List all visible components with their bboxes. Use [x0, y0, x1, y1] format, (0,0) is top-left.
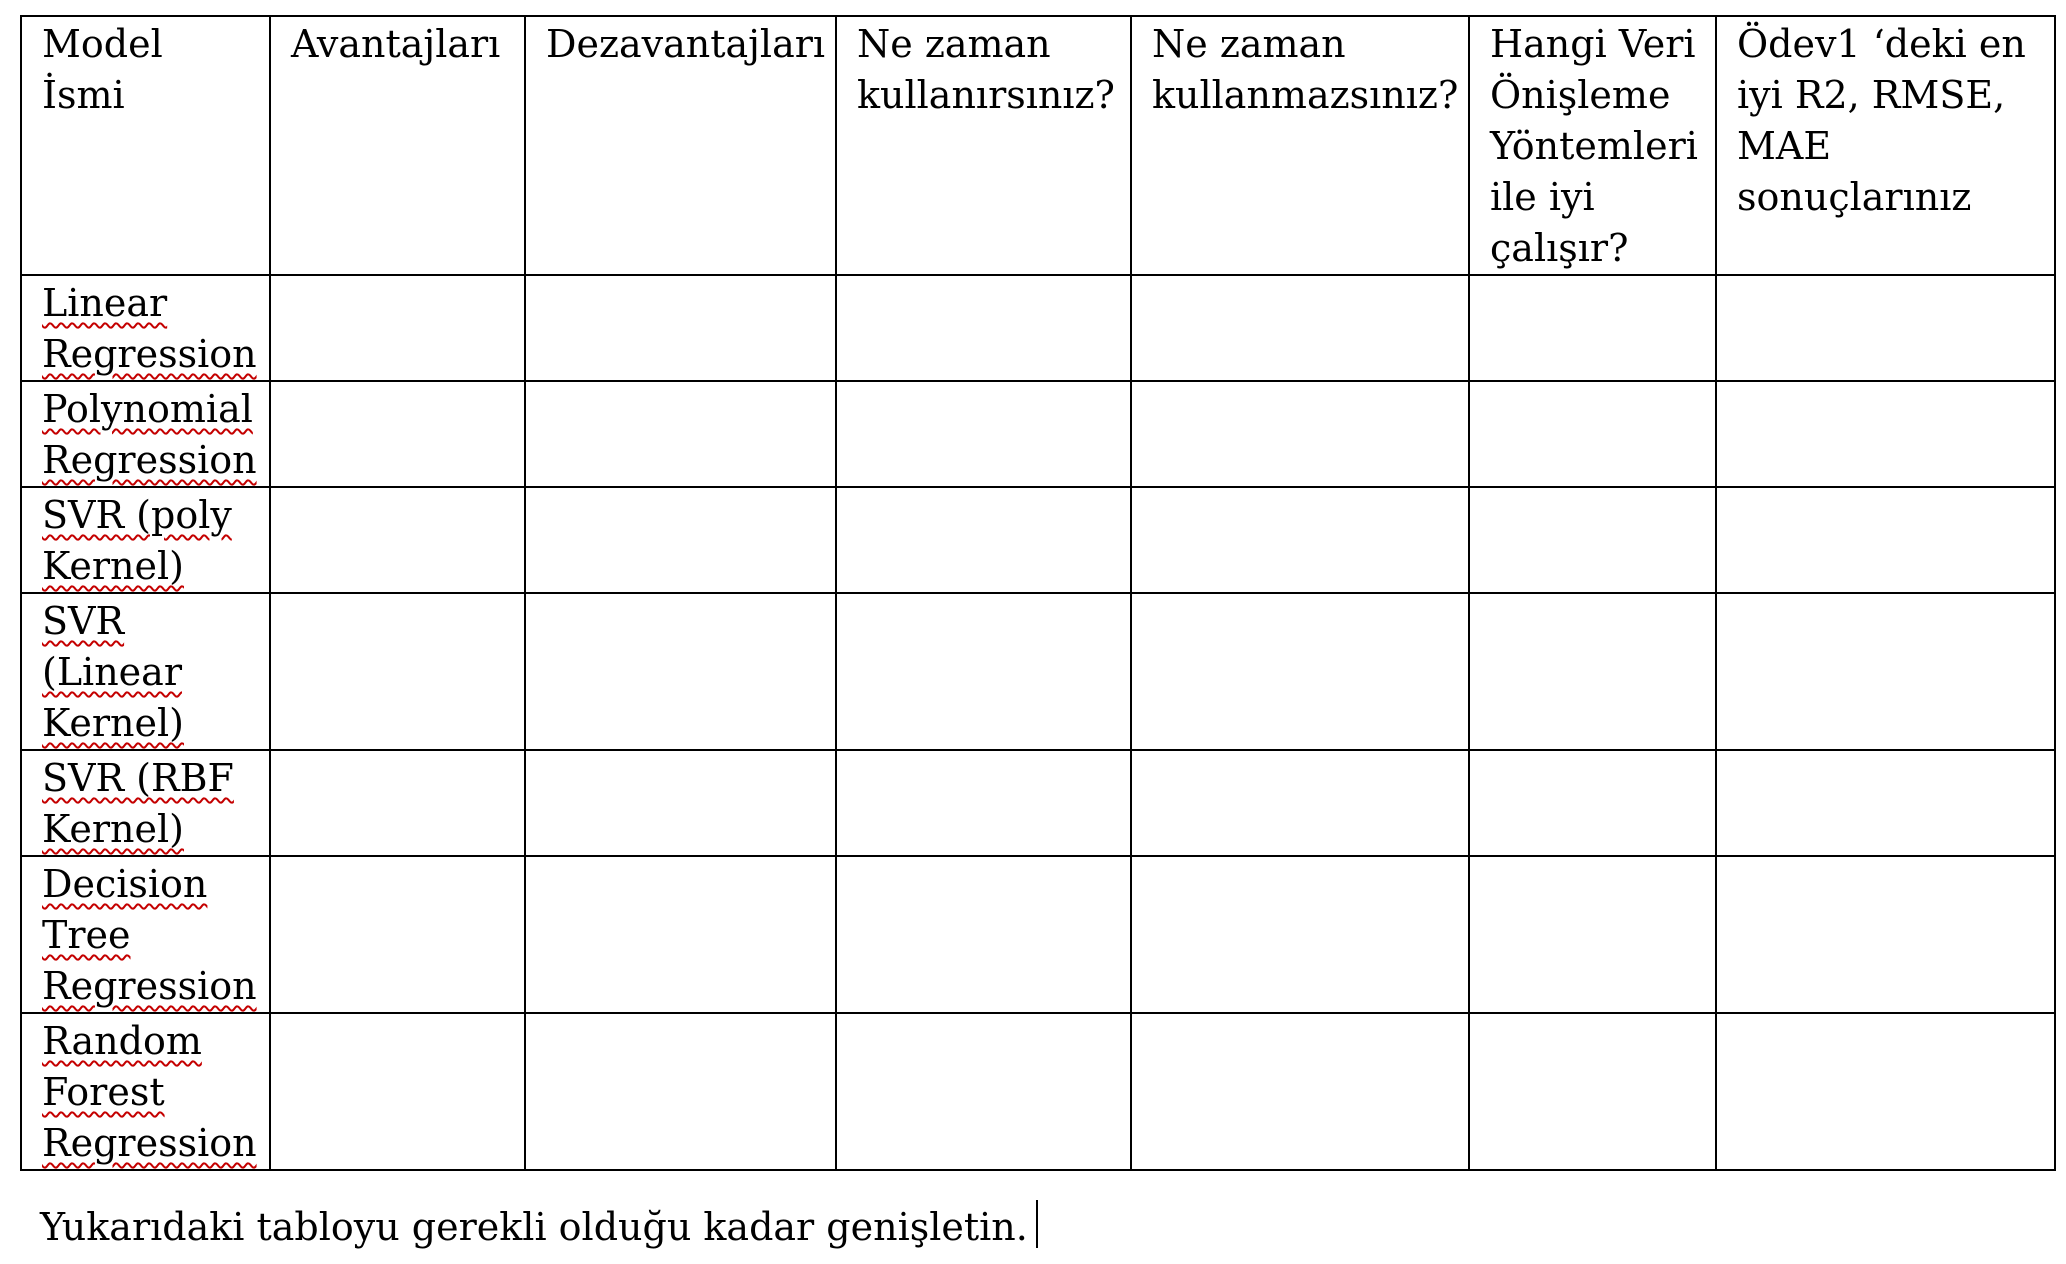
model-comparison-table: [20, 15, 2056, 1171]
table-cell[interactable]: [525, 1013, 836, 1170]
table-cell[interactable]: [836, 487, 1131, 593]
model-name-cell[interactable]: [21, 1013, 270, 1170]
table-cell[interactable]: [1131, 1013, 1469, 1170]
model-name-cell[interactable]: [21, 750, 270, 856]
table-cell[interactable]: [1469, 275, 1716, 381]
header-when-to-use[interactable]: Ne zaman kullanırsınız?: [836, 16, 1131, 275]
table-row: [21, 593, 2055, 750]
table-cell[interactable]: [1716, 856, 2055, 1013]
table-cell[interactable]: [836, 381, 1131, 487]
header-model-name[interactable]: Model İsmi: [21, 16, 270, 275]
header-advantages[interactable]: Avantajları: [270, 16, 525, 275]
table-cell[interactable]: [1131, 750, 1469, 856]
table-cell[interactable]: [836, 750, 1131, 856]
table-cell[interactable]: [1131, 381, 1469, 487]
table-cell[interactable]: [525, 750, 836, 856]
table-cell[interactable]: [1131, 593, 1469, 750]
table-cell[interactable]: [836, 856, 1131, 1013]
model-name-cell[interactable]: [21, 487, 270, 593]
table-cell[interactable]: [525, 487, 836, 593]
model-name-text: SVR (RBF Kernel): [42, 756, 234, 851]
instruction-text: Yukarıdaki tabloyu gerekli olduğu kadar genişletin.: [40, 1205, 1028, 1249]
table-cell[interactable]: [1716, 381, 2055, 487]
header-preprocessing-methods[interactable]: Hangi Veri Önişleme Yöntemleri ile iyi çalışır?: [1469, 16, 1716, 275]
table-cell[interactable]: [1469, 381, 1716, 487]
table-cell[interactable]: [1716, 275, 2055, 381]
text-cursor: [1036, 1200, 1038, 1248]
table-row: [21, 750, 2055, 856]
table-cell[interactable]: [270, 593, 525, 750]
table-cell[interactable]: [270, 1013, 525, 1170]
table-row: [21, 856, 2055, 1013]
header-when-not-to-use[interactable]: Ne zaman kullanmazsınız?: [1131, 16, 1469, 275]
table-row: [21, 487, 2055, 593]
header-best-results[interactable]: Ödev1 ‘deki en iyi R2, RMSE, MAE sonuçlarınız: [1716, 16, 2055, 275]
table-cell[interactable]: [270, 750, 525, 856]
model-name-cell[interactable]: [21, 275, 270, 381]
table-cell[interactable]: [1131, 275, 1469, 381]
table-cell[interactable]: [1469, 487, 1716, 593]
model-name-text: Polynomial Regression: [42, 387, 257, 482]
table-cell[interactable]: [836, 593, 1131, 750]
table-cell[interactable]: [836, 275, 1131, 381]
table-cell[interactable]: [836, 1013, 1131, 1170]
table-row: [21, 381, 2055, 487]
header-disadvantages[interactable]: Dezavantajları: [525, 16, 836, 275]
table-cell[interactable]: [1469, 856, 1716, 1013]
model-name-text: Random Forest Regression: [42, 1019, 257, 1165]
table-cell[interactable]: [525, 593, 836, 750]
model-name-text: Decision Tree Regression: [42, 862, 257, 1008]
table-cell[interactable]: [525, 381, 836, 487]
table-cell[interactable]: [1469, 1013, 1716, 1170]
table-header-row: [21, 16, 2055, 275]
model-name-cell[interactable]: [21, 381, 270, 487]
table-cell[interactable]: [1131, 856, 1469, 1013]
table-cell[interactable]: [270, 381, 525, 487]
table-row: [21, 1013, 2055, 1170]
table-cell[interactable]: [1131, 487, 1469, 593]
table-cell[interactable]: [1716, 487, 2055, 593]
model-name-text: SVR (Linear Kernel): [42, 599, 184, 745]
model-name-cell[interactable]: [21, 856, 270, 1013]
table-cell[interactable]: [525, 275, 836, 381]
table-cell[interactable]: [270, 275, 525, 381]
table-cell[interactable]: [1716, 593, 2055, 750]
table-cell[interactable]: [270, 487, 525, 593]
table-cell[interactable]: [1716, 1013, 2055, 1170]
model-name-cell[interactable]: [21, 593, 270, 750]
instruction-paragraph[interactable]: [40, 1200, 1038, 1252]
table-cell[interactable]: [270, 856, 525, 1013]
model-name-text: SVR (poly Kernel): [42, 493, 232, 588]
table-cell[interactable]: [1469, 750, 1716, 856]
table-cell[interactable]: [1716, 750, 2055, 856]
table-cell[interactable]: [1469, 593, 1716, 750]
model-name-text: Linear Regression: [42, 281, 257, 376]
table-cell[interactable]: [525, 856, 836, 1013]
table-row: [21, 275, 2055, 381]
